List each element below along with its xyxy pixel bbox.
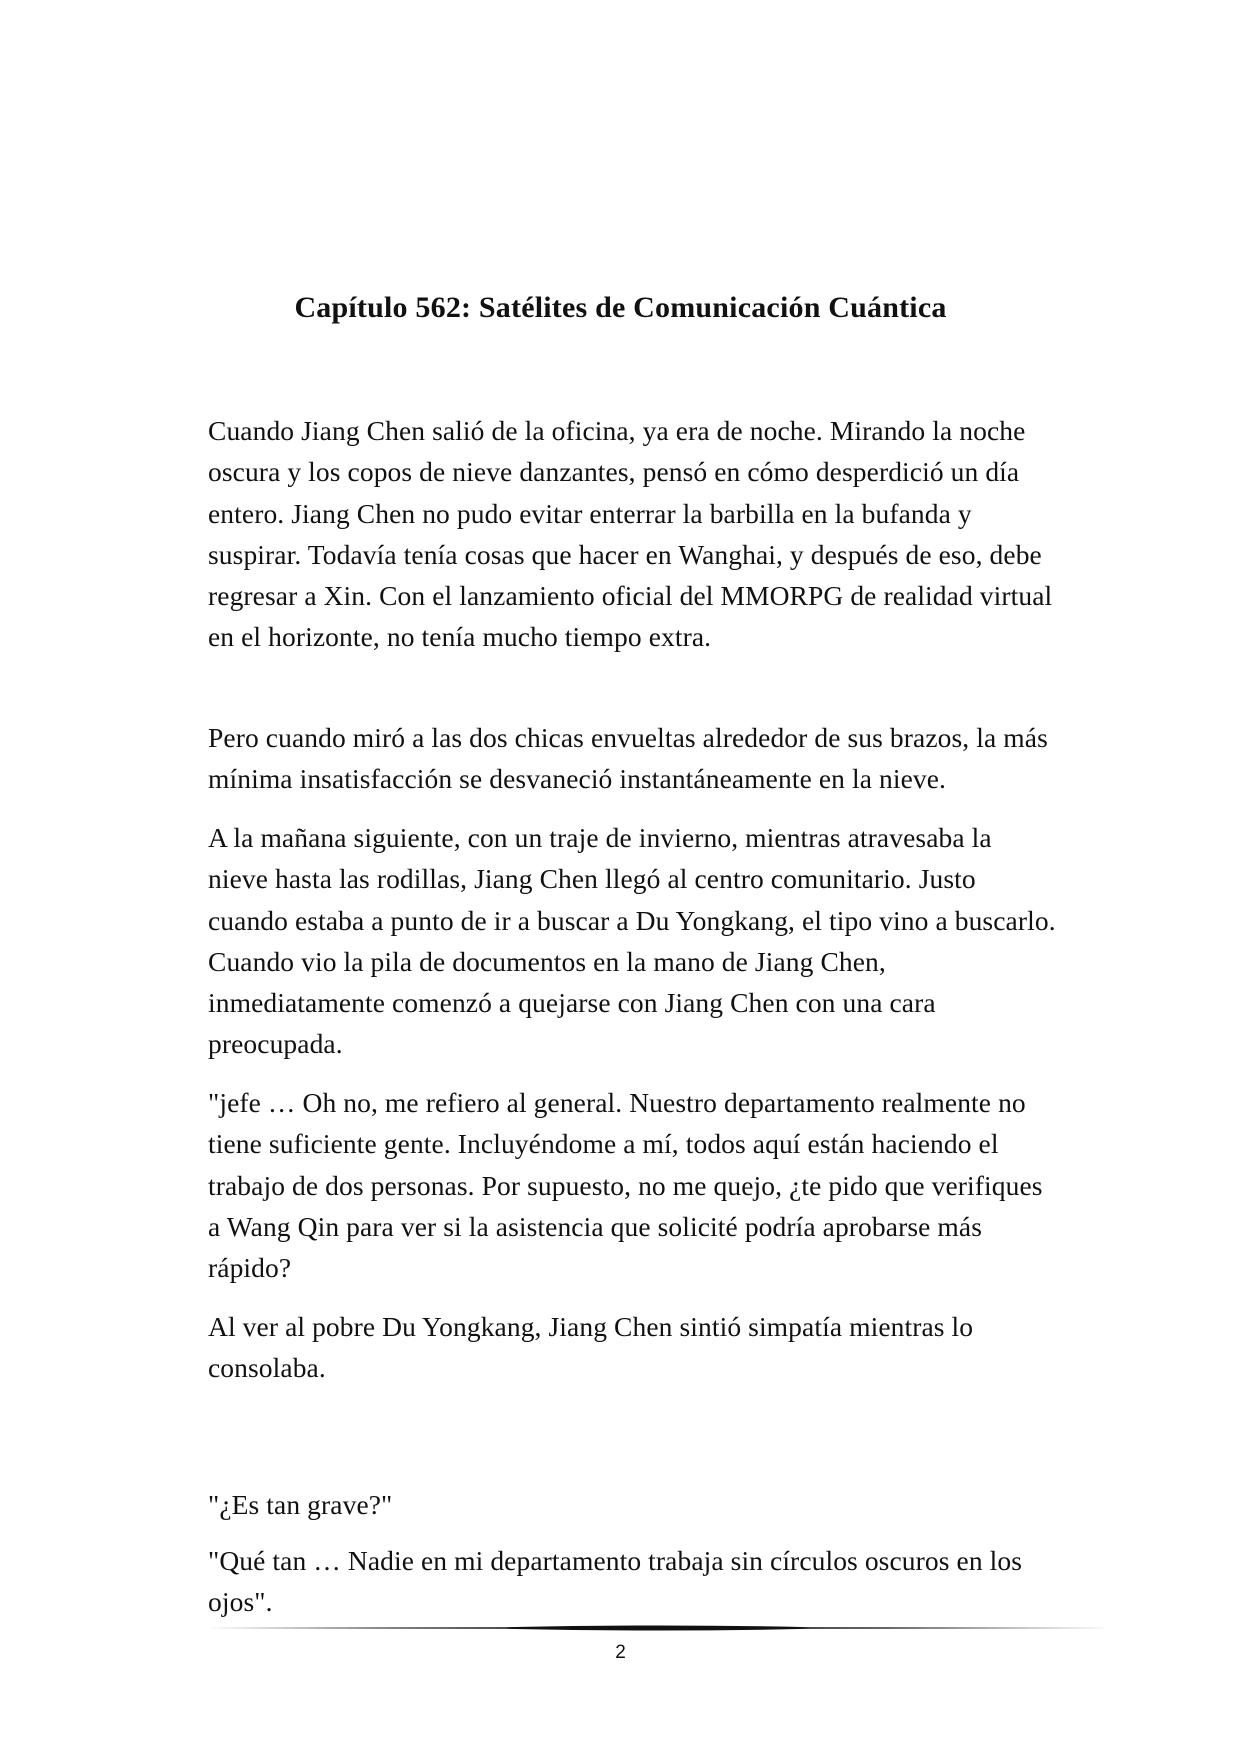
paragraph: Al ver al pobre Du Yongkang, Jiang Chen sintió simpatía mientras lo consolaba. — [208, 1311, 974, 1384]
paragraph: "jefe … Oh no, me refiero al general. Nuestro departamento realmente no tiene suficiente gente. Incluyéndome a mí, todos aquí están haciendo el trabajo de dos personas. Por supuesto, no me quejo, ¿te pido que verifiques a Wang Qin para ver si la asistencia que solicité podría aprobarse más rápido? — [208, 1087, 1043, 1284]
paragraph: "Qué tan … Nadie en mi departamento trabaja sin círculos oscuros en los ojos". — [208, 1545, 1023, 1618]
paragraph: "¿Es tan grave?" — [208, 1489, 393, 1520]
page-number: 2 — [615, 1642, 626, 1663]
chapter-title: Capítulo 562: Satélites de Comunicación Cuántica — [294, 291, 947, 324]
paragraph: Cuando Jiang Chen salió de la oficina, ya era de noche. Mirando la noche oscura y los copos de nieve danzantes, pensó en cómo desperdició un día entero. Jiang Chen no pudo evitar enterrar la barbilla en la bufanda y suspirar. Todavía tenía cosas que hacer en Wanghai, y después de eso, debe regresar a Xin. Con el lanzamiento oficial del MMORPG de realidad virtual en el horizonte, no tenía mucho tiempo extra. — [208, 415, 1053, 653]
paragraph: Pero cuando miró a las dos chicas envueltas alrededor de sus brazos, la más mínima insatisfacción se desvaneció instantáneamente en la nieve. — [208, 722, 1048, 795]
paragraph: A la mañana siguiente, con un traje de invierno, mientras atravesaba la nieve hasta las rodillas, Jiang Chen llegó al centro comunitario. Justo cuando estaba a punto de ir a buscar a Du Yongkang, el tipo vino a buscarlo. Cuando vio la pila de documentos en la mano de Jiang Chen, inmediatamente comenzó a quejarse con Jiang Chen con una cara preocupada. — [208, 822, 1056, 1060]
footer-divider — [206, 1623, 1110, 1633]
